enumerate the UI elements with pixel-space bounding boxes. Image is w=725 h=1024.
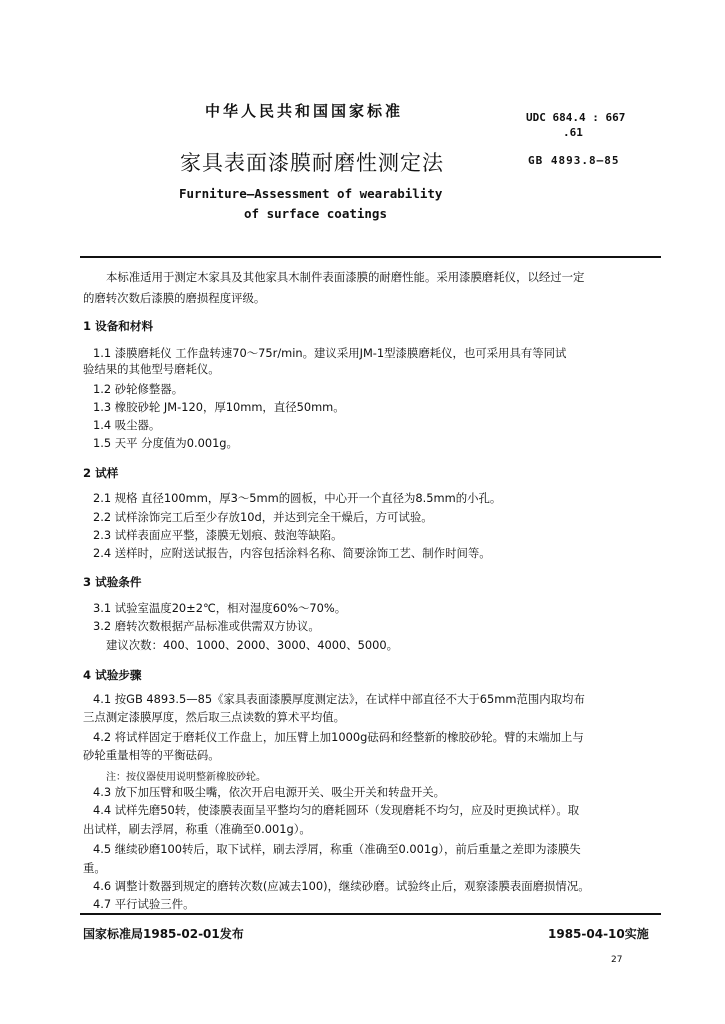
clause-2-3: 2.3 试样表面应平整，漆膜无划痕、鼓泡等缺陷。 [93,528,343,542]
intro-line-2: 的磨转次数后漆膜的磨损程度评级。 [83,291,266,305]
clause-2-1: 2.1 规格 直径100mm，厚3～5mm的圆板，中心开一个直径为8.5mm的小孔。 [93,491,502,505]
document-title: 家具表面漆膜耐磨性测定法 [180,151,444,175]
clause-1-4: 1.4 吸尘器。 [93,418,161,432]
clause-4-7: 4.7 平行试验三件。 [93,897,195,911]
standard-code: GB 4893.8—85 [528,154,620,167]
note: 注：按仪器使用说明整新橡胶砂轮。 [106,772,266,783]
clause-3-1: 3.1 试验室温度20±2℃，相对湿度60%～70%。 [93,601,347,615]
clause-2-2: 2.2 试样涂饰完工后至少存放10d，并达到完全干燥后，方可试验。 [93,510,433,524]
section-2-heading: 2 试样 [83,466,119,480]
clause-4-5: 4.5 继续砂磨100转后，取下试样，刷去浮屑，称重（准确至0.001g），前后重量之差即为漆膜失 [93,842,581,856]
clause-4-3: 4.3 放下加压臂和吸尘嘴，依次开启电源开关、吸尘开关和转盘开关。 [93,785,446,799]
clause-4-1: 4.1 按GB 4893.5—85《家具表面漆膜厚度测定法》，在试样中部直径不大于65mm范围内取均布 [93,692,585,706]
clause-1-5: 1.5 天平 分度值为0.001g。 [93,436,238,450]
udc-number-cont: .61 [563,126,583,139]
section-4-heading: 4 试验步骤 [83,668,142,682]
clause-1-1-cont: 验结果的其他型号磨耗仪。 [83,362,220,376]
implementation-date: 1985-04-10实施 [548,927,649,941]
page-number: 27 [611,955,623,965]
issue-date: 国家标准局1985-02-01发布 [83,927,244,941]
issuing-country-header: 中华人民共和国国家标准 [205,102,404,120]
clause-3-2: 3.2 磨转次数根据产品标准或供需双方协议。 [93,619,320,633]
clause-1-3: 1.3 橡胶砂轮 JM-120，厚10mm，直径50mm。 [93,400,345,414]
clause-1-2: 1.2 砂轮修整器。 [93,382,184,396]
clause-4-5-cont: 重。 [83,861,106,875]
clause-1-1: 1.1 漆膜磨耗仪 工作盘转速70～75r/min。建议采用JM-1型漆膜磨耗仪，也可采用具有等同试 [93,346,567,360]
english-title-line-1: Furniture—Assessment of wearability [179,186,443,201]
english-title-line-2: of surface coatings [244,206,387,221]
clause-4-4-cont: 出试样，刷去浮屑，称重（准确至0.001g）。 [83,822,311,836]
clause-4-6: 4.6 调整计数器到规定的磨转次数(应减去100)，继续砂磨。试验终止后，观察漆膜表面磨损情况。 [93,879,590,893]
section-3-heading: 3 试验条件 [83,575,142,589]
header-divider [80,256,661,258]
clause-4-2-cont: 砂轮重量相等的平衡砝码。 [83,748,220,762]
intro-line-1: 本标准适用于测定木家具及其他家具木制件表面漆膜的耐磨性能。采用漆膜磨耗仪，以经过一定 [106,270,585,284]
clause-2-4: 2.4 送样时，应附送试报告，内容包括涂料名称、简要涂饰工艺、制作时间等。 [93,546,491,560]
clause-3-2-suggestion: 建议次数：400、1000、2000、3000、4000、5000。 [106,638,398,652]
section-1-heading: 1 设备和材料 [83,319,154,333]
clause-4-4: 4.4 试样先磨50转，使漆膜表面呈平整均匀的磨耗圆环（发现磨耗不均匀，应及时更换试样）。取 [93,803,580,817]
clause-4-2: 4.2 将试样固定于磨耗仪工作盘上，加压臂上加1000g砝码和经整新的橡胶砂轮。臂的末端加上与 [93,730,584,744]
udc-number: UDC 684.4 : 667 [526,111,626,124]
clause-4-1-cont: 三点测定漆膜厚度，然后取三点读数的算术平均值。 [83,710,345,724]
footer-divider [80,913,661,915]
